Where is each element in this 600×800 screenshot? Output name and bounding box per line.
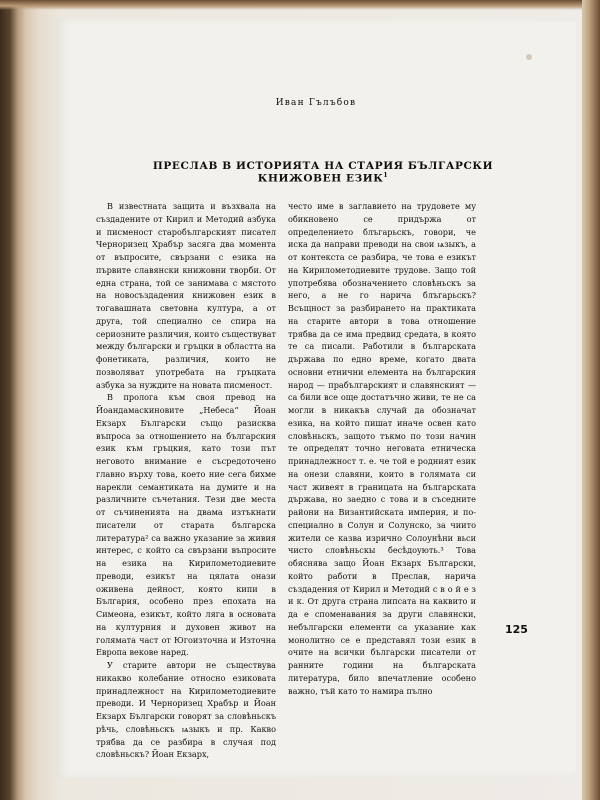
book-top-edge	[0, 0, 600, 10]
article-title	[118, 160, 528, 185]
book-page	[56, 18, 576, 778]
author-name: Иван Гълъбов	[275, 98, 357, 108]
article-title-text: ПРЕСЛАВ В ИСТОРИЯТА НА СТАРИЯ БЪЛГАРСКИ КНИЖОВЕН ЕЗИК	[152, 160, 494, 185]
paragraph: В известната защита и възхвала на създадените от Кирил и Методий азбука и писменост старобългарският писател Черноризец Храбър засяга два момента от въпросите, свързани с езика на първите славянски книжовни творби. От една страна, той се занимава с мястото на новосъздадения книжовен език в тогавашната световна култура, а от друга, той специално се спира на сериозните различия, които съществуват между български и гръцки в областта на фонетиката, различия, които не позволяват употребата на гръцката азбука за нуждите на новата писменост.	[96, 201, 276, 390]
title-footnote-mark: 1	[383, 172, 389, 179]
scan-spot	[526, 54, 532, 60]
paragraph: У старите автори не съществува никакво колебание относно езиковата принадлежност на Кирилометодиевите преводи. И Черноризец Храбър и Йоан Екзарх Български говорят за словѣньскъ рѣчь, словѣньскъ ѩзыкъ и пр. Какво трябва да се разбира в случая под словѣньскъ? Йоан Екзарх,	[96, 660, 276, 760]
right-text-column	[288, 200, 476, 697]
paragraph: В пролога към своя превод на Йоандамаскиновите „Небеса“ Йоан Екзарх Български също разисква въпроса за отношението на българския език към гръцкия, като този път неговото внимание е съсредоточено главно върху това, което ние сега бихме нарекли семантиката на думите и на различните съчетания. Тези две места от съчиненията на двама изтъкнати писатели от старата българска литература² са важно указание за живия интерес, с който са свързани въпросите на езика на Кирилометодиевите преводи, езикът на цялата онази оживена дейност, която кипи в България, особено през епохата на Симеона, езикът, който лягa в основата на културния и духовен живот на голямата част от Югоизточна и Източна Европа векове наред.	[96, 392, 276, 658]
page-number: 125	[505, 623, 528, 636]
left-text-column	[96, 200, 276, 761]
paragraph: често име в заглавието на трудовете му обикновено се придържа от определението блъгарьскъ, говори, че иска да направи преводи на свои ѩзыкъ, а от контекста се разбира, че това е езикът на Кирилометодиевите трудове. Защо той употребява обозначението словѣньскъ за него, а не го нарича блъгарьскъ? Всъщност за разбирането на практиката на старите автори в това отношение трябва да се има предвид средата, в която те са писали. Работили в българската държава по едно време, когато двата основни етнични елемента на българския народ — прабългарският и славянският — са били все още достатъчно живи, те не са могли в никакъв случай да обозначат езика, на който пишат иначе освен като словѣньскъ, защото тъкмо по този начин те определят точно неговата етническа принадлежност т. е. че той е родният език на онези славяни, които в голямата си част живеят в границата на българската държава, но заедно с това и в съседните райони на Византийската империя, и по-специално в Солун и Солунско, за чиито жители се казва изрично Солоунѣни вьси чисто словѣньскы бесѣдоують.³ Това обяснява защо Йоан Екзарх Български, който работи в Преслав, нарича създадения от Кирил и Методий с в о й е з и к. От друга страна липсата на каквито и да е споменавания за други славянски, небългарски елементи са указание как монолитно се е представял този език в очите на всички български писатели от ранните години на българската литература, било впечатление особено важно, тъй като то намира пълно	[288, 201, 476, 696]
book-right-edge	[582, 0, 600, 800]
